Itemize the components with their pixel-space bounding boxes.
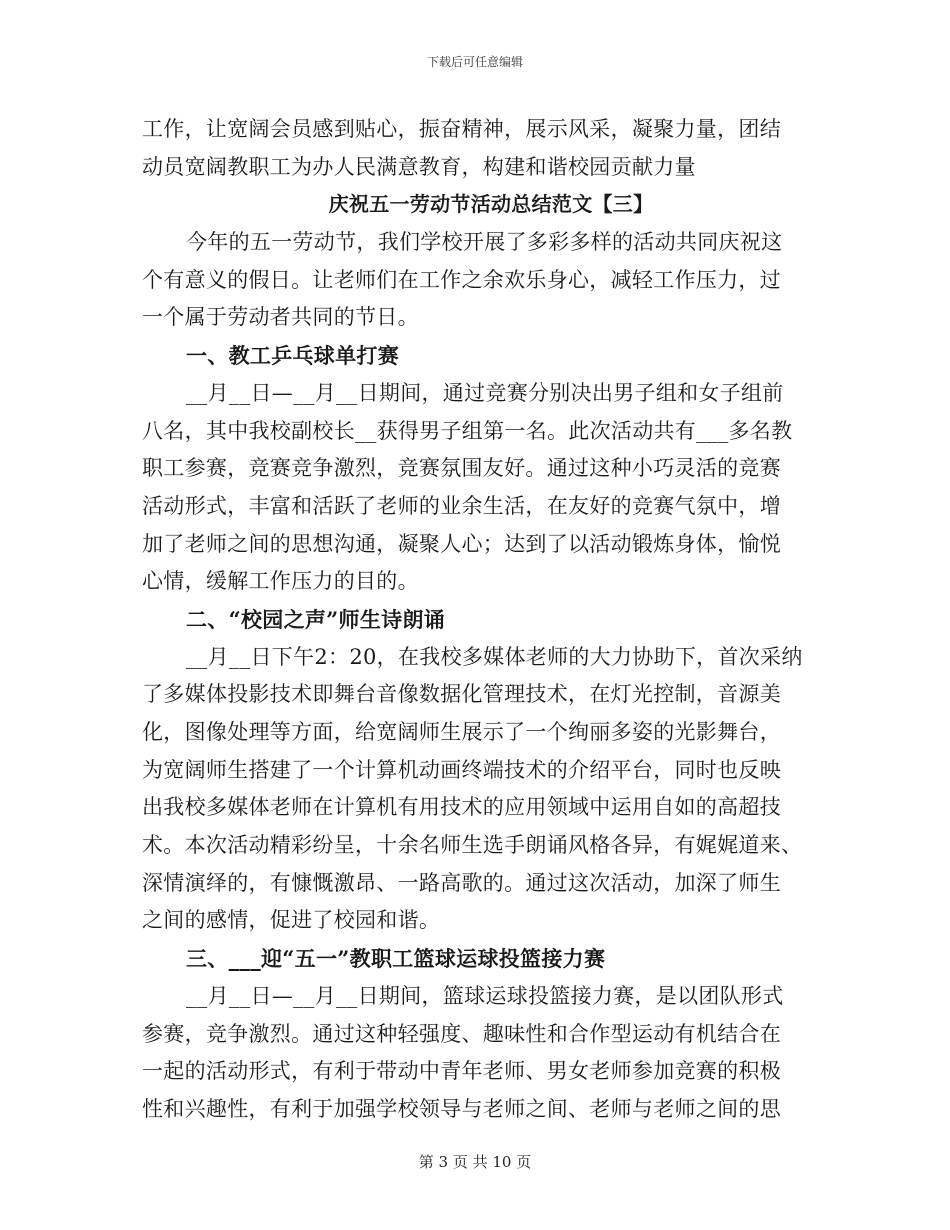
page-header: 下载后可任意编辑	[426, 55, 523, 69]
section-heading: 三、___迎“五一”教职工篮球运球投篮接力赛	[186, 946, 606, 972]
paragraph-line: 八名，其中我校副校长__获得男子组第一名。此次活动共有___多名教	[142, 418, 793, 443]
paragraph-line: 化，图像处理等方面，给宽阔师生展示了一个绚丽多姿的光影舞台，	[142, 720, 781, 744]
paragraph-line: 职工参赛，竞赛竞争激烈，竞赛氛围友好。通过这种小巧灵活的竞赛	[142, 456, 781, 481]
section-heading: 一、教工乒乓球单打赛	[186, 343, 399, 369]
paragraph-line: 今年的五一劳动节，我们学校开展了多彩多样的活动共同庆祝这	[186, 230, 783, 255]
paragraph-line: 动员宽阔教职工为办人民满意教育，构建和谐校园贡献力量	[142, 154, 696, 179]
paragraph-line: __月__日—__月__日期间，篮球运球投篮接力赛，是以团队形式	[186, 983, 784, 1008]
paragraph-line: 参赛，竞争激烈。通过这种轻强度、趣味性和合作型运动有机结合在	[142, 1021, 781, 1046]
paragraph-line: 深情演绎的，有慷慨激昂、一路高歌的。通过这次活动，加深了师生	[142, 870, 781, 895]
paragraph-line: 出我校多媒体老师在计算机有用技术的应用领域中运用自如的高超技	[142, 795, 781, 820]
paragraph-line: 一个属于劳动者共同的节日。	[142, 305, 419, 330]
paragraph-line: 为宽阔师生搭建了一个计算机动画终端技术的介绍平台，同时也反映	[142, 757, 781, 782]
paragraph-line: 心情，缓解工作压力的目的。	[142, 569, 419, 594]
section-heading: 二、“校园之声”师生诗朗诵	[186, 606, 446, 632]
document-title: 庆祝五一劳动节活动总结范文【三】	[328, 192, 654, 217]
paragraph-line: 性和兴趣性，有利于加强学校领导与老师之间、老师与老师之间的思	[142, 1096, 781, 1121]
paragraph-line: 活动形式，丰富和活跃了老师的业余生活，在友好的竞赛气氛中，增	[142, 493, 781, 518]
paragraph-line: 术。本次活动精彩纷呈，十余名师生选手朗诵风格各异，有娓娓道来、	[142, 833, 803, 858]
paragraph-line: 加了老师之间的思想沟通，凝聚人心；达到了以活动锻炼身体，愉悦	[142, 531, 781, 556]
paragraph-line: 一起的活动形式，有利于带动中青年老师、男女老师参加竞赛的积极	[142, 1059, 781, 1084]
paragraph-line: __月__日下午2：20，在我校多媒体老师的大力协助下，首次采纳	[186, 644, 803, 669]
page-number: 第 3 页 共 10 页	[418, 1153, 532, 1171]
paragraph-line: 个有意义的假日。让老师们在工作之余欢乐身心，减轻工作压力，过	[142, 267, 781, 292]
paragraph-line: __月__日—__月__日期间，通过竞赛分别决出男子组和女子组前	[186, 380, 784, 405]
paragraph-line: 之间的感情，促进了校园和谐。	[142, 908, 441, 933]
paragraph-line: 了多媒体投影技术即舞台音像数据化管理技术，在灯光控制，音源美	[142, 682, 781, 707]
document-body	[142, 111, 810, 1129]
paragraph-line: 工作，让宽阔会员感到贴心，振奋精神，展示风采，凝聚力量，团结	[142, 117, 781, 141]
